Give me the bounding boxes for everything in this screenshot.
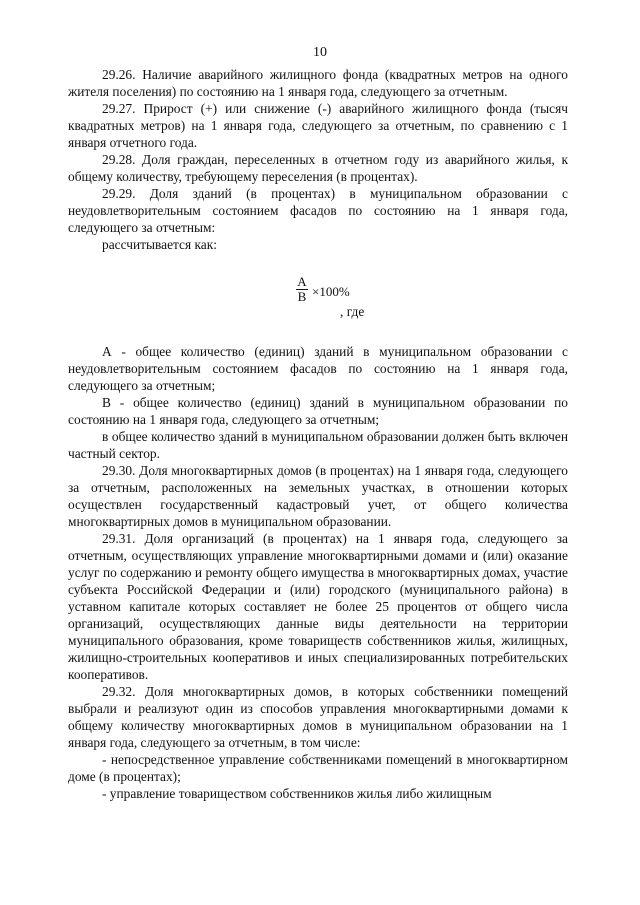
list-item-hoa-management: - управление товариществом собственников жилья либо жилищным [102,786,492,801]
paragraph-29-30: 29.30. Доля многоквартирных домов (в процентах) на 1 января года, следующего за отчетным, расположенных на земельных участках, в отношении которых осуществлен государственный кадастровый учет, от общего количества многоквартирных домов в муниципальном образовании. [68,463,568,529]
formula-multiplier: ×100% [312,284,350,299]
paragraph-29-26: 29.26. Наличие аварийного жилищного фонда (квадратных метров на одного жителя поселения) по состоянию на 1 января года, следующего за отчетным. [68,67,568,99]
formula-fraction [296,275,308,304]
paragraph-29-32: 29.32. Доля многоквартирных домов, в которых собственники помещений выбрали и реализуют один из способов управления многоквартирными домами к общему количеству многоквартирных домов в муниципальном образовании на 1 января года, следующего за отчетным, в том числе: [68,684,568,750]
list-item-direct-management: - непосредственное управление собственниками помещений в многоквартирном доме (в процентах); [68,752,568,784]
spacer [68,331,568,343]
paragraph-29-31: 29.31. Доля организаций (в процентах) на 1 января года, следующего за отчетным, осуществляющих управление многоквартирными домами и (или) оказание услуг по содержанию и ремонту общего имущества в многоквартирных домах, участие субъекта Российской Федерации и (или) городского (муниципального района) в уставном капитале которых составляет не более 25 процентов от общего числа организаций, осуществляющих данные виды деятельности на территории муниципального образования, кроме товариществ собственников жилья, жилищных, жилищно-строительных кооперативов и иных специализированных потребительских кооперативов. [68,531,568,682]
calculation-intro: рассчитывается как: [102,237,217,252]
document-body [68,66,568,802]
percentage-formula [68,253,568,331]
formula-suffix: , где [340,304,365,319]
paragraph-29-29: 29.29. Доля зданий (в процентах) в муниципальном образовании с неудовлетворительным состоянием фасадов по состоянию на 1 января года, следующего за отчетным: [68,186,568,235]
definition-b: В - общее количество (единиц) зданий в муниципальном образовании по состоянию на 1 января года, следующего за отчетным; [68,395,568,427]
definition-a: А - общее количество (единиц) зданий в муниципальном образовании с неудовлетворительным состоянием фасадов по состоянию на 1 января года, следующего за отчетным; [68,344,568,393]
paragraph-29-28: 29.28. Доля граждан, переселенных в отчетном году из аварийного жилья, к общему количеству, требующему переселения (в процентах). [68,152,568,184]
formula-numerator: А [297,274,307,289]
paragraph-29-27: 29.27. Прирост (+) или снижение (-) аварийного жилищного фонда (тысяч квадратных метров) на 1 января года, следующего за отчетным, по сравнению с 1 января отчетного года. [68,101,568,150]
formula-denominator: В [297,289,307,304]
page-number: 10 [313,45,327,60]
private-sector-note: в общее количество зданий в муниципальном образовании должен быть включен частный сектор. [68,429,568,461]
